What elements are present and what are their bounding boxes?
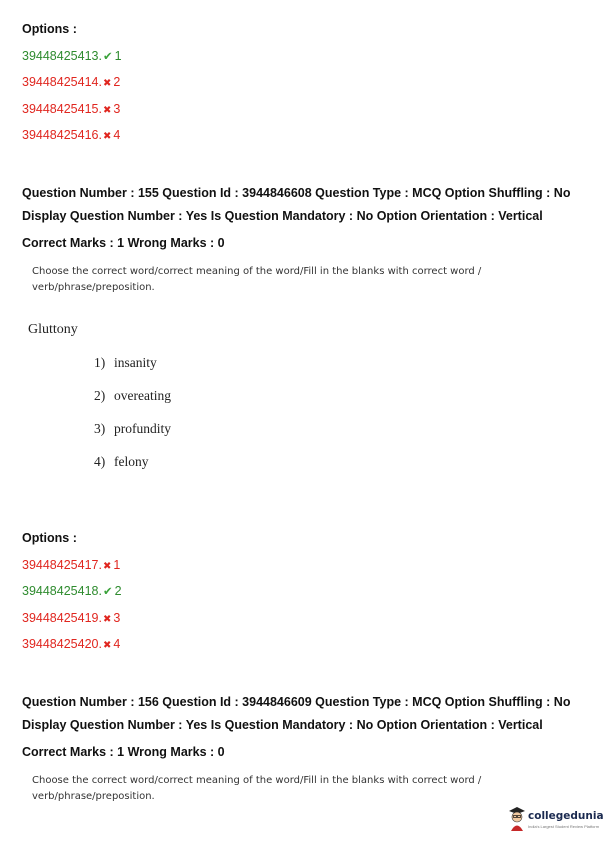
option-row: [22, 611, 120, 625]
choice-text: insanity: [114, 355, 157, 370]
option-row: [22, 75, 120, 89]
instruction-line: Choose the correct word/correct meaning of the word/Fill in the blanks with correct word /: [32, 775, 482, 786]
question-instruction: [32, 773, 492, 805]
question-header-line2: Display Question Number : Yes Is Question Mandatory : No Option Orientation : Vertical: [22, 209, 543, 223]
option-row: [22, 637, 120, 651]
question-marks: Correct Marks : 1 Wrong Marks : 0: [22, 745, 225, 759]
check-icon: ✔: [102, 586, 113, 598]
choice-number: 4): [94, 454, 106, 469]
question-header-line1: Question Number : 155 Question Id : 3944846608 Question Type : MCQ Option Shuffling : No: [22, 186, 571, 200]
option-number: 3: [113, 611, 121, 625]
option-row: [22, 584, 122, 598]
option-id: 39448425416.: [22, 128, 102, 142]
cross-icon: ✖: [102, 78, 112, 89]
option-id: 39448425417.: [22, 558, 102, 572]
question-header-line1: Question Number : 156 Question Id : 3944846609 Question Type : MCQ Option Shuffling : No: [22, 695, 571, 709]
option-id: 39448425420.: [22, 637, 102, 651]
cross-icon: ✖: [102, 131, 112, 142]
check-icon: ✔: [102, 51, 113, 63]
collegedunia-logo[interactable]: [508, 804, 604, 834]
choice-number: 3): [94, 421, 106, 436]
question-marks: Correct Marks : 1 Wrong Marks : 0: [22, 236, 225, 250]
answer-choice: [94, 355, 157, 371]
question-header-line2: Display Question Number : Yes Is Question Mandatory : No Option Orientation : Vertical: [22, 718, 543, 732]
answer-choice: [94, 421, 171, 437]
choice-text: overeating: [114, 388, 171, 403]
cross-icon: ✖: [102, 561, 112, 572]
choice-text: felony: [114, 454, 149, 469]
instruction-line: Choose the correct word/correct meaning of the word/Fill in the blanks with correct word /: [32, 266, 482, 277]
logo-subtext: India's Largest Student Review Platform: [528, 824, 600, 829]
option-id: 39448425414.: [22, 75, 102, 89]
question-instruction: [32, 264, 492, 296]
option-number: 2: [113, 75, 121, 89]
instruction-line: verb/phrase/preposition.: [32, 282, 155, 293]
instruction-line: verb/phrase/preposition.: [32, 791, 155, 802]
cross-icon: ✖: [102, 614, 112, 625]
option-number: 3: [113, 102, 121, 116]
answer-choice: [94, 388, 171, 404]
option-number: 4: [113, 637, 121, 651]
option-id: 39448425413.: [22, 49, 102, 63]
option-id: 39448425418.: [22, 584, 102, 598]
options-label: Options :: [22, 531, 77, 545]
logo-text: collegedunia: [528, 810, 604, 822]
option-row: [22, 558, 120, 572]
option-number: 2: [114, 584, 122, 598]
choice-number: 1): [94, 355, 106, 370]
option-id: 39448425419.: [22, 611, 102, 625]
option-id: 39448425415.: [22, 102, 102, 116]
choice-text: profundity: [114, 421, 171, 436]
answer-choice: [94, 454, 149, 470]
question-word: Gluttony: [28, 322, 78, 337]
options-label: Options :: [22, 22, 77, 36]
option-number: 1: [114, 49, 122, 63]
mascot-icon: [508, 806, 526, 832]
option-row: [22, 128, 120, 142]
option-row: [22, 49, 122, 63]
cross-icon: ✖: [102, 105, 112, 116]
option-number: 4: [113, 128, 121, 142]
choice-number: 2): [94, 388, 106, 403]
option-number: 1: [113, 558, 121, 572]
option-row: [22, 102, 120, 116]
cross-icon: ✖: [102, 640, 112, 651]
